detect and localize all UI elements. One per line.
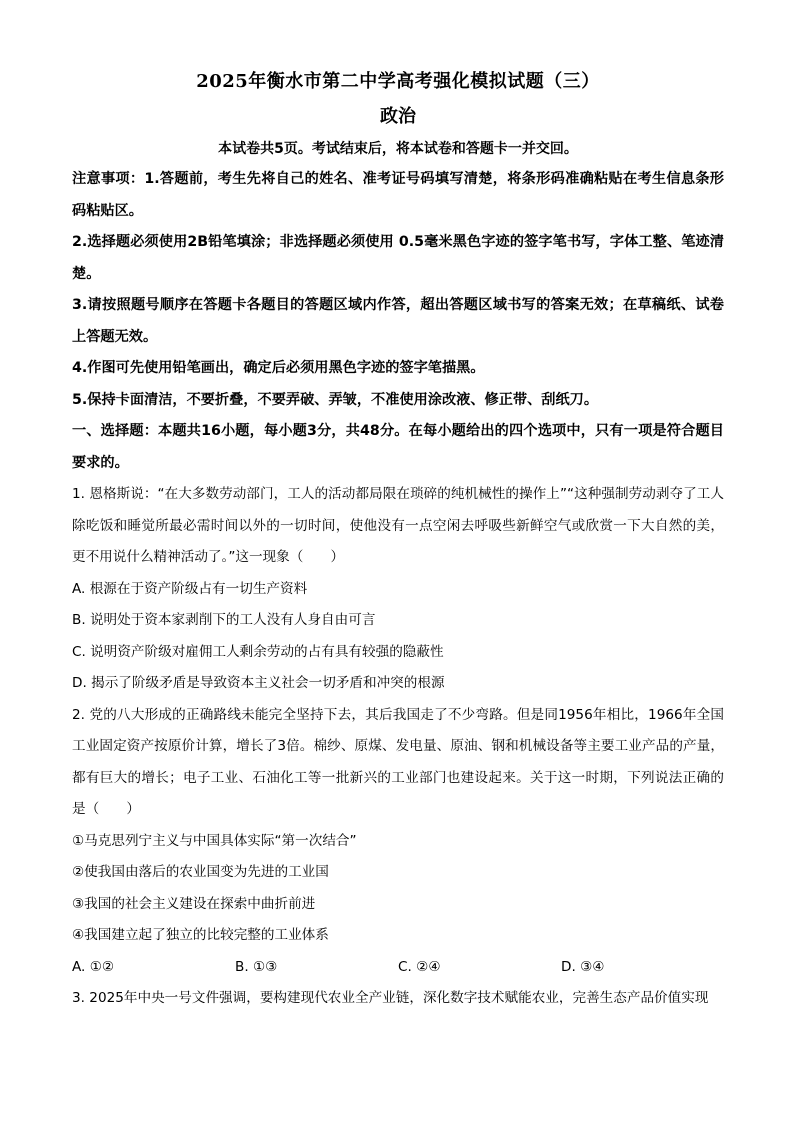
exam-page — [72, 66, 724, 1015]
choice-row — [72, 952, 724, 984]
instruction-2: 2.选择题必须使用2B铅笔填涂；非选择题必须使用 0.5毫米黑色字迹的签字笔书写，字体工整、笔迹清楚。 — [72, 234, 724, 282]
option-a: A. 根源在于资产阶级占有一切生产资料 — [72, 580, 308, 597]
instruction-3: 3.请按照题号顺序在答题卡各题目的答题区域内作答，超出答题区域书写的答案无效；在草稿纸、试卷上答题无效。 — [72, 297, 724, 345]
statement-2: ②使我国由落后的农业国变为先进的工业国 — [72, 864, 329, 880]
question-3 — [72, 983, 724, 1015]
question-stem: 2. 党的八大形成的正确路线未能完全坚持下去，其后我国走了不少弯路。但是同1956年相比，1966年全国工业固定资产按原价计算，增长了3倍。棉纱、原煤、发电量、原油、钢和机械设备等主要工业产品的产量，都有巨大的增长；电子工业、石油化工等一批新兴的工业部门也建设起来。关于这一时期，下列说法正确的是（ ） — [72, 706, 724, 817]
exam-title: 2025年衡水市第二中学高考强化模拟试题（三） — [196, 71, 600, 92]
option-d: D. 揭示了阶级矛盾是导致资本主义社会一切矛盾和冲突的根源 — [72, 675, 445, 691]
instruction-4: 4.作图可先使用铅笔画出，确定后必须用黑色字迹的签字笔描黑。 — [72, 360, 485, 376]
choice-b: B. ①③ — [235, 958, 278, 975]
option-b: B. 说明处于资本家剥削下的工人没有人身自由可言 — [72, 612, 376, 628]
question-1 — [72, 479, 724, 700]
question-stem: 3. 2025年中央一号文件强调，要构建现代农业全产业链，深化数字技术赋能农业，完善生态产品价值实现 — [72, 990, 709, 1006]
instruction-1: 注意事项：1.答题前，考生先将自己的姓名、准考证号码填写清楚，将条形码准确粘贴在考生信息条形码粘贴区。 — [72, 171, 724, 219]
instruction-5: 5.保持卡面清洁，不要折叠，不要弄破、弄皱，不准使用涂改液、修正带、刮纸刀。 — [72, 391, 599, 408]
statement-3: ③我国的社会主义建设在探索中曲折前进 — [72, 895, 316, 912]
statement-4: ④我国建立起了独立的比较完整的工业体系 — [72, 927, 329, 943]
exam-note: 本试卷共5页。考试结束后，将本试卷和答题卡一并交回。 — [218, 141, 578, 157]
subject-title: 政治 — [380, 106, 416, 127]
choice-d: D. ③④ — [561, 958, 605, 975]
section-heading: 一、选择题：本题共16小题，每小题3分，共48分。在每小题给出的四个选项中，只有一项是符合题目要求的。 — [72, 423, 724, 471]
statement-1: ①马克思列宁主义与中国具体实际“第一次结合” — [72, 832, 357, 849]
option-c: C. 说明资产阶级对雇佣工人剩余劳动的占有具有较强的隐蔽性 — [72, 643, 444, 660]
question-2 — [72, 700, 724, 984]
choice-c: C. ②④ — [398, 958, 441, 975]
question-stem: 1. 恩格斯说：“在大多数劳动部门，工人的活动都局限在琐碎的纯机械性的操作上”“这种强制劳动剥夺了工人除吃饭和睡觉所最必需时间以外的一切时间，使他没有一点空闲去呼吸些新鲜空气或欣赏一下大自然的美，更不用说什么精神活动了。”这一现象（ ） — [72, 486, 724, 565]
choice-a: A. ①② — [72, 958, 115, 975]
